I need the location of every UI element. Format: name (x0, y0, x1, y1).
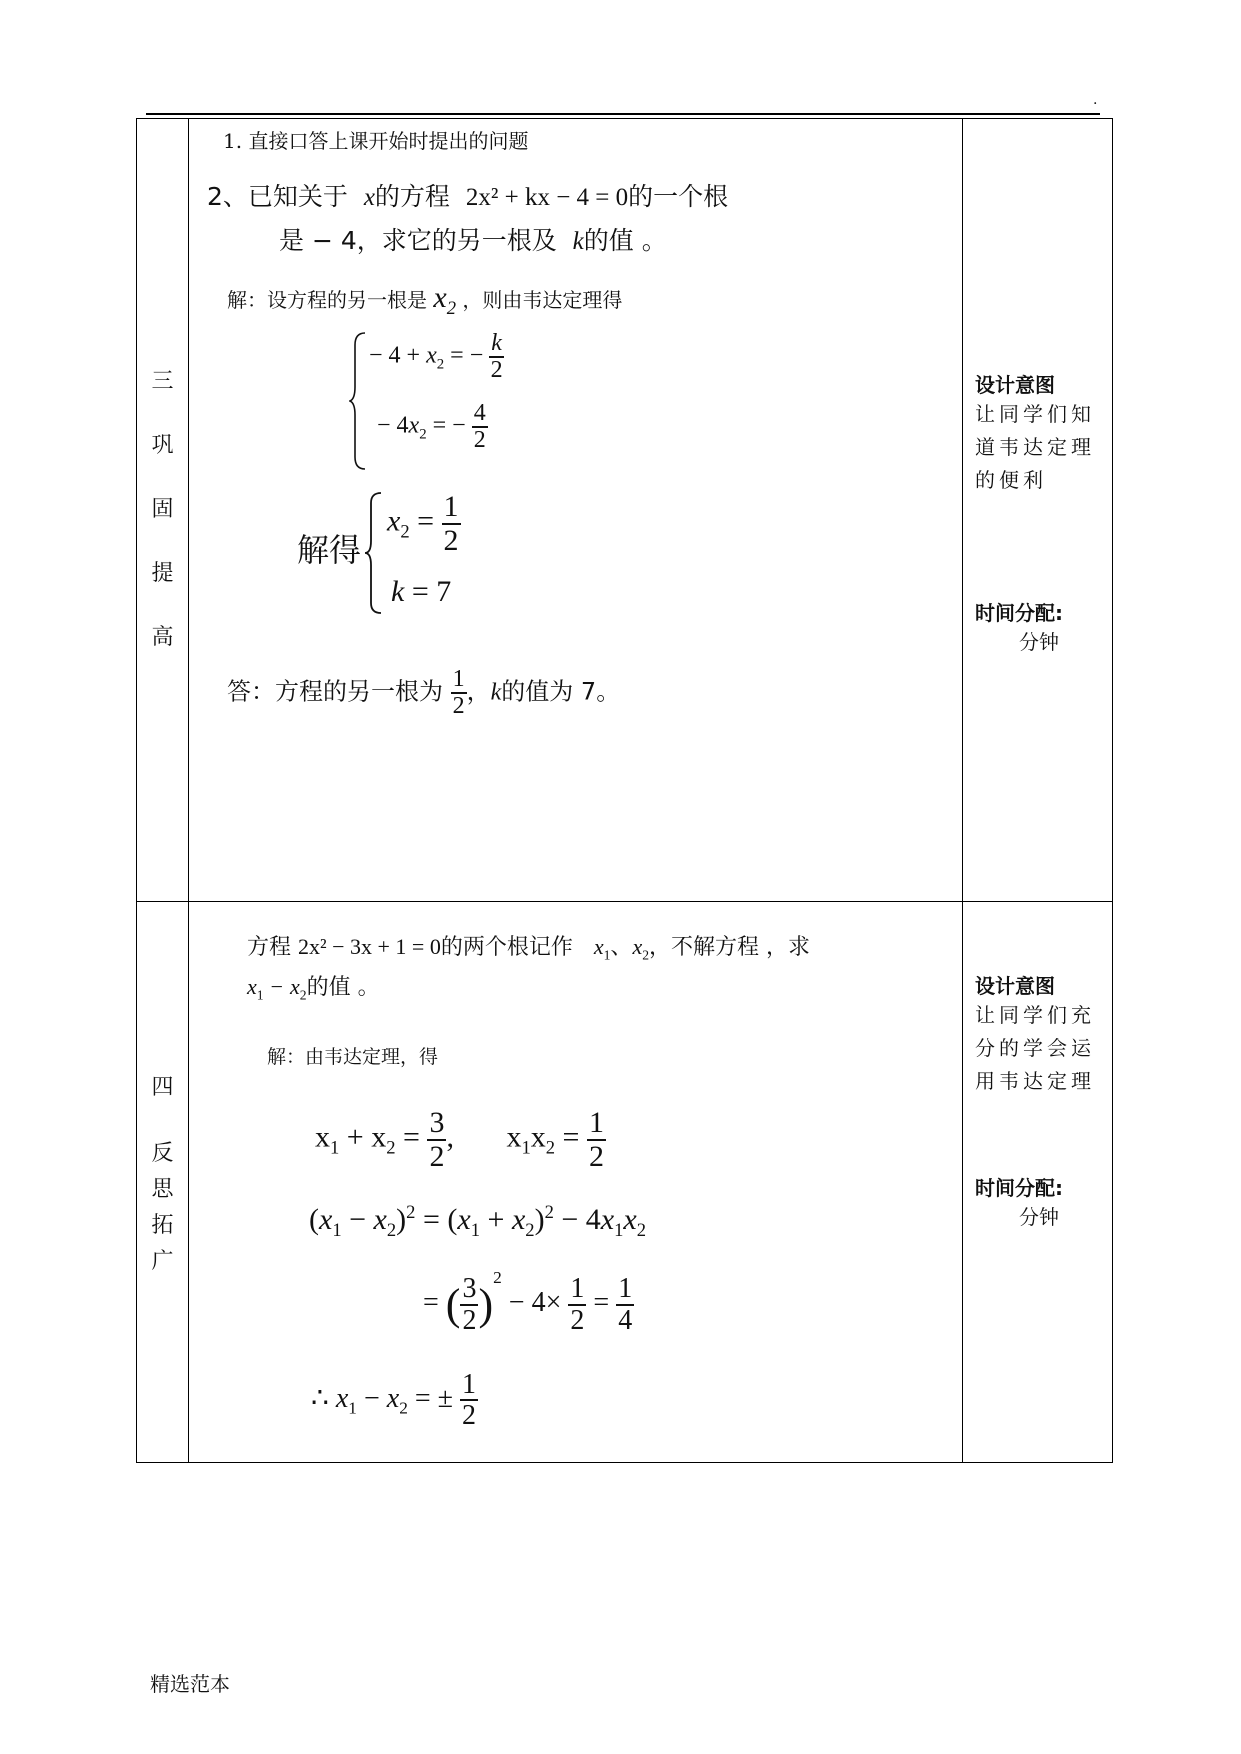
lesson-table (136, 118, 1113, 1463)
final-result: ∴ $x_1 - x_2$ = ± $\frac{1}{2}$ (311, 1369, 477, 1432)
equation: 2x² − 3x + 1 = 0 (298, 934, 441, 959)
solution-intro: 解：设方程的另一根是 $x_2$ ，则由韦达定理得 (227, 281, 623, 319)
problem-line-1: 方程 2x² − 3x + 1 = 0的两个根记作 $x_1$、$x_2$，不解方程 ，求 (247, 934, 811, 963)
section-row-consolidate (137, 119, 1113, 902)
section-label: 四 反 思 拓 广 (137, 902, 189, 1463)
question-2-line-2: 是 − 4，求它的另一根及 k的值 。 (279, 226, 667, 255)
note-title: 设计意图 (975, 974, 1055, 998)
problem-line-2: $x_1 - x_2$的值 。 (247, 974, 380, 1003)
design-note (963, 119, 1113, 902)
solution-intro: 解：由韦达定理，得 (267, 1046, 439, 1068)
footer-text: 精选范本 (150, 1672, 230, 1696)
answer: 答：方程的另一根为 $\frac{1}{2}$ ，k的值为 7。 (227, 666, 621, 720)
section-label: 三 巩 固 提 高 (137, 119, 189, 902)
section-content (189, 902, 963, 1463)
vieta-sum-product: $x_1 + x_2$ = $\frac{3}{2}$ , $x_1x_2$ = $\frac{1}{2}$ (315, 1106, 604, 1173)
equation: 2x² + kx − 4 = 0 (465, 184, 629, 211)
note-line: 分的学会运 (975, 1036, 1095, 1060)
note-line: 用韦达定理 (975, 1069, 1095, 1093)
note-line: 的便利 (975, 468, 1047, 492)
note-line: 道韦达定理 (975, 435, 1095, 459)
design-note (963, 902, 1113, 1463)
time-value: 分钟 (1019, 630, 1059, 654)
question-1: 1. 直接口答上课开始时提出的问题 (223, 129, 529, 153)
time-title: 时间分配: (975, 601, 1063, 625)
note-title: 设计意图 (975, 373, 1055, 397)
left-brace (363, 491, 385, 615)
difference-square: $(x_1 - x_2)^2 = (x_1 + x_2)^2 - 4x_1x_2$ (309, 1202, 647, 1241)
section-row-reflect (137, 902, 1113, 1463)
header-dot: . (1093, 92, 1098, 108)
note-line: 让同学们充 (975, 1003, 1095, 1027)
left-brace (349, 331, 369, 471)
question-2-line-1: 2、已知关于 x的方程 2x² + kx − 4 = 0的一个根 (207, 182, 729, 211)
header-rule (146, 113, 1100, 115)
time-title: 时间分配: (975, 1176, 1063, 1200)
time-value: 分钟 (1019, 1205, 1059, 1229)
difference-square-value: = ( $\frac{3}{2}$ )$^2$ − 4× $\frac{1}{2}$ = $\frac{1}{4}$ (423, 1268, 633, 1336)
note-line: 让同学们知 (975, 402, 1095, 426)
section-content: 1. 直接口答上课开始时提出的问题 2、已知关于 x的方程 2x² + kx − 4 = 0的一个根 是 − 4，求它的另一根及 k的值 。 解：设方程的另一根是 $x_2$ ，则由韦达定理得 − $4 + x_2$ = − $\frac{k}{2}$ − $4x_2$ = − $\frac{4}{2}$ 解得 $x_2$ = $\frac{1}{2}$ k = 7 答：方程的另一根为 $\frac{1}{2}$ ，k的值为 7。 (189, 119, 963, 902)
